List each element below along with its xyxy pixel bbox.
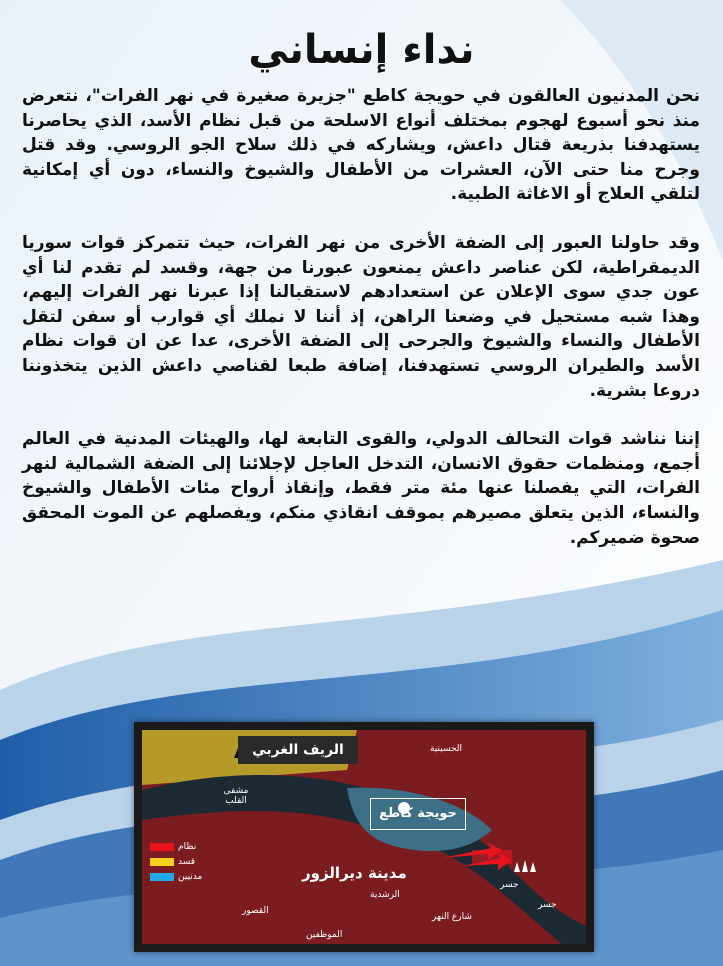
legend-swatch-sdf: [150, 858, 174, 866]
legend-item-regime: نظام: [150, 842, 202, 852]
legend-swatch-regime: [150, 843, 174, 851]
page-title: نداء إنساني: [248, 27, 475, 73]
label-deir-ezzor-city: مدينة ديرالزور: [302, 864, 407, 882]
label-muwazafeen: الموظفين: [306, 930, 343, 940]
label-west-countryside: الريف الغربي: [238, 736, 358, 764]
label-bridge-1: جسر: [500, 880, 519, 890]
situation-map: [134, 722, 594, 952]
label-nahr-street: شارع النهر: [432, 912, 472, 922]
paragraph-1: نحن المدنيون العالقون في حويجة كاطع "جزيرة صغيرة في نهر الفرات"، نتعرض منذ نحو أسبوع لهجوم بمختلف أنواع الاسلحة من قبل نظام الأسد، الذي يحاصرنا يستهدفنا بذريعة قتال داعش، ويشاركه في ذلك سلاح الجو الروسي. وقد قتل وجرح منا حتى الآن، العشرات من الأطفال والشيوخ والنساء، دون أي إمكانية لتلقي العلاج أو الاغاثة الطبية.: [22, 86, 700, 205]
label-bridge-2: جسر: [538, 900, 557, 910]
map-canvas: [142, 730, 586, 944]
label-qusour: القصور: [242, 906, 269, 916]
legend-item-sdf: قسد: [150, 857, 202, 867]
label-heart-hospital: مشفى القلب: [223, 786, 249, 806]
paragraph-3: إننا نناشد قوات التحالف الدولي، والقوى التابعة لها، والهيئات المدنية في العالم أجمع، ومنظمات حقوق الانسان، التدخل العاجل لإجلائنا إلى الضفة الشمالية لنهر الفرات، التي يفصلنا عنها مئة متر فقط، وإنقاذ أرواح مئات الأطفال والشيوخ والنساء، الذين يتعلق مصيرهم بموقف انقاذي منكم، ويفصلهم عن الموت المحقق صحوة ضميركم.: [22, 429, 700, 548]
map-shapes: [142, 730, 586, 944]
map-legend: [150, 842, 202, 887]
paragraph-2: وقد حاولنا العبور إلى الضفة الأخرى من نهر الفرات، حيث تتمركز قوات سوريا الديمقراطية، لكن عناصر داعش يمنعون عبورنا من جهة، وقسد لم تقدم لنا أي عون جدي سوى الإعلان عن استعدادهم لاستقبالنا إذا عبرنا نهر الفرات إليهم، وهذا شبه مستحيل في وضعنا الراهن، إذ أننا لا نملك أي قوارب أو سفن لتقل الأطفال والنساء والشيوخ والجرحى إلى الضفة الأخرى، عدا عن ان قوات نظام الأسد والطيران الروسي تستهدفنا، إضافة طبعا لقناصي داعش الذين يتخذوننا دروعا بشرية.: [22, 232, 700, 401]
appeal-body: [22, 84, 700, 574]
legend-swatch-civilians: [150, 873, 174, 881]
label-hawija-katea: حويجة كاطع: [370, 798, 466, 830]
label-rushdiya: الرشدية: [370, 890, 400, 900]
legend-item-civilians: مدنيين: [150, 872, 202, 882]
label-husseiniya: الحسينية: [430, 744, 463, 754]
